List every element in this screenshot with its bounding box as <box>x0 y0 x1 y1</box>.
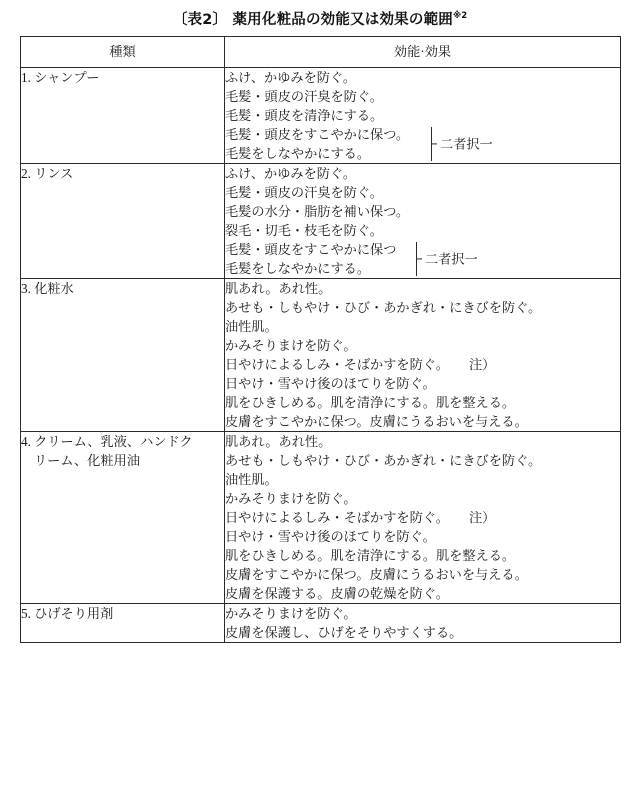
effect-line-with-note <box>225 355 620 374</box>
cell-kind <box>21 279 225 432</box>
table-row <box>21 604 621 643</box>
kind-line: 5. ひげそり用剤 <box>21 606 114 621</box>
effect-line: 毛髪・頭皮の汗臭を防ぐ。 <box>225 185 383 200</box>
cell-kind <box>21 164 225 279</box>
note-marker: 注） <box>468 357 496 372</box>
note-marker: 注） <box>468 510 496 525</box>
cell-kind <box>21 68 225 164</box>
cell-effect <box>225 604 621 643</box>
effect-line: かみそりまけを防ぐ。 <box>225 606 357 621</box>
effect-line: 日やけ・雪やけ後のほてりを防ぐ。 <box>225 529 436 544</box>
effect-line: 肌あれ。あれ性。 <box>225 281 332 296</box>
table-caption <box>0 8 640 29</box>
two-choice-group <box>225 125 620 163</box>
effect-line: 油性肌。 <box>225 319 278 334</box>
effect-line: 毛髪・頭皮をすこやかに保つ <box>225 242 397 257</box>
effect-line: 油性肌。 <box>225 472 278 487</box>
two-choice-label: 二者択一 <box>425 251 478 267</box>
effect-line: あせも・しもやけ・ひび・あかぎれ・にきびを防ぐ。 <box>225 453 542 468</box>
effect-line: 肌をひきしめる。肌を清浄にする。肌を整える。 <box>225 395 516 410</box>
effect-line: 日やけ・雪やけ後のほてりを防ぐ。 <box>225 376 436 391</box>
kind-line: 2. リンス <box>21 166 74 181</box>
effect-line: 毛髪・頭皮の汗臭を防ぐ。 <box>225 89 383 104</box>
cell-effect <box>225 432 621 604</box>
effect-line-text: 日やけによるしみ・そばかすを防ぐ。 <box>225 357 449 372</box>
cell-effect <box>225 279 621 432</box>
effect-line: 毛髪・頭皮を清浄にする。 <box>225 108 384 123</box>
cell-effect <box>225 68 621 164</box>
table-header-row <box>21 37 621 68</box>
efficacy-table <box>20 36 621 643</box>
table-row <box>21 432 621 604</box>
column-header-kind: 種類 <box>21 37 225 68</box>
effect-line: 毛髪をしなやかにする。 <box>225 261 371 276</box>
effect-line-with-note <box>225 508 620 527</box>
column-header-effect: 効能·効果 <box>225 37 621 68</box>
table-caption-superscript: ※2 <box>452 11 468 22</box>
effect-line: 肌をひきしめる。肌を清浄にする。肌を整える。 <box>225 548 516 563</box>
kind-line: 4. クリーム、乳液、ハンドク <box>21 434 193 449</box>
effect-line: 皮膚をすこやかに保つ。皮膚にうるおいを与える。 <box>225 414 528 429</box>
effect-line-text: 日やけによるしみ・そばかすを防ぐ。 <box>225 510 449 525</box>
effect-line: 裂毛・切毛・枝毛を防ぐ。 <box>225 223 383 238</box>
kind-line: 1. シャンプー <box>21 70 100 85</box>
kind-line: 3. 化粧水 <box>21 281 74 296</box>
cell-kind <box>21 432 225 604</box>
effect-line: かみそりまけを防ぐ。 <box>225 491 357 506</box>
effect-line: ふけ、かゆみを防ぐ。 <box>225 166 357 181</box>
effect-line: 皮膚をすこやかに保つ。皮膚にうるおいを与える。 <box>225 567 528 582</box>
cell-kind <box>21 604 225 643</box>
effect-line: 毛髪をしなやかにする。 <box>225 146 371 161</box>
effect-line: かみそりまけを防ぐ。 <box>225 338 357 353</box>
effect-line: 肌あれ。あれ性。 <box>225 434 332 449</box>
effect-line: 毛髪・頭皮をすこやかに保つ。 <box>225 127 410 142</box>
table-body <box>21 37 621 643</box>
effect-line: 皮膚を保護する。皮膚の乾燥を防ぐ。 <box>225 586 449 601</box>
effect-line: 皮膚を保護し、ひげをそりやすくする。 <box>225 625 463 640</box>
two-choice-label: 二者択一 <box>440 136 493 152</box>
cell-effect <box>225 164 621 279</box>
table-caption-text: 〔表2〕 薬用化粧品の効能又は効果の範囲 <box>172 12 453 28</box>
table-row <box>21 164 621 279</box>
effect-line: ふけ、かゆみを防ぐ。 <box>225 70 357 85</box>
effect-line: あせも・しもやけ・ひび・あかぎれ・にきびを防ぐ。 <box>225 300 542 315</box>
two-choice-group <box>225 240 620 278</box>
table-row <box>21 279 621 432</box>
table-row <box>21 68 621 164</box>
kind-line: リーム、化粧用油 <box>34 453 140 468</box>
effect-line: 毛髪の水分・脂肪を補い保つ。 <box>225 204 410 219</box>
